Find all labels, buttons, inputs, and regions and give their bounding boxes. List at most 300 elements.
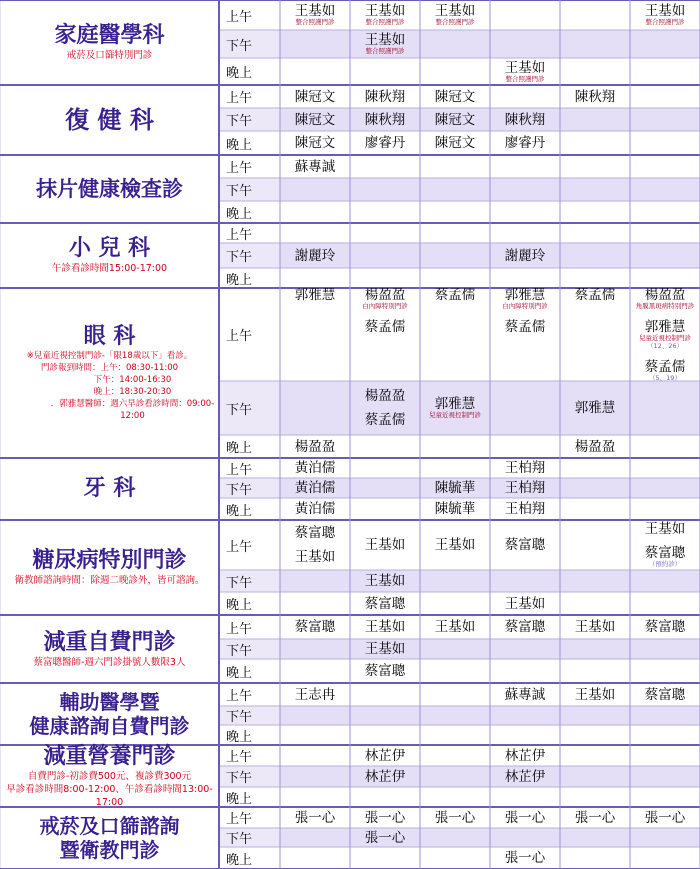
doctor-name: 林芷伊 xyxy=(364,747,406,764)
doctor-name: 廖睿丹 xyxy=(504,135,546,151)
slot-name: 下午 xyxy=(226,250,253,265)
doctor-name: 蔡富聰 xyxy=(644,686,686,703)
doctor-entry xyxy=(435,502,476,516)
clinic-type-note: 白內障特別門診 xyxy=(362,302,408,310)
schedule-cell xyxy=(490,615,560,639)
slot-label xyxy=(220,223,286,243)
schedule-cell xyxy=(420,0,490,30)
slot-label xyxy=(220,458,286,478)
slot-name: 下午 xyxy=(226,643,253,659)
slot-label xyxy=(220,201,286,223)
slot-name: 晚上 xyxy=(226,137,253,153)
schedule-cell xyxy=(350,288,420,381)
doctor-name: 黃泊儒 xyxy=(294,501,336,517)
doctor-entry xyxy=(645,522,686,536)
doctor-entry xyxy=(365,4,406,26)
schedule-cell xyxy=(630,288,700,381)
doctor-entry xyxy=(645,360,686,381)
slot-label xyxy=(220,570,286,592)
doctor-entry xyxy=(365,90,406,104)
doctor-entry xyxy=(295,620,336,634)
schedule-cell-bg xyxy=(420,155,490,178)
doctor-name: 王基如 xyxy=(364,3,406,19)
schedule-cell-bg xyxy=(560,243,630,268)
slot-label xyxy=(220,155,286,178)
slot-name: 上午 xyxy=(226,161,253,176)
schedule-cell-bg xyxy=(490,0,560,30)
schedule-cell-bg xyxy=(490,85,560,108)
schedule-cell xyxy=(350,639,420,659)
schedule-cell xyxy=(280,478,350,498)
schedule-cell xyxy=(280,615,350,639)
slot-name: 晚上 xyxy=(226,598,253,613)
slot-label xyxy=(220,659,286,683)
doctor-entry xyxy=(295,461,336,475)
doctor-name: 王柏翔 xyxy=(504,460,546,476)
schedule-cell-bg xyxy=(560,498,630,520)
schedule-cell-bg xyxy=(560,659,630,683)
department-aux xyxy=(4,685,215,743)
schedule-cell-bg xyxy=(630,847,700,869)
schedule-cell-bg xyxy=(560,639,630,659)
doctor-entry xyxy=(645,811,686,825)
schedule-cell-bg xyxy=(420,268,490,288)
schedule-cell xyxy=(560,381,630,435)
department-title: 抹片健康檢查診 xyxy=(36,176,183,201)
slot-label xyxy=(220,592,286,615)
doctor-entry xyxy=(645,688,686,702)
schedule-cell xyxy=(490,243,560,268)
schedule-cell xyxy=(490,807,560,828)
schedule-cell xyxy=(280,520,350,570)
schedule-cell xyxy=(490,458,560,478)
schedule-cell xyxy=(280,288,350,381)
schedule-cell-bg xyxy=(490,381,560,435)
schedule-cell xyxy=(350,807,420,828)
schedule-cell-bg xyxy=(280,847,350,869)
doctor-name: 陳冠文 xyxy=(434,135,476,151)
doctor-entry xyxy=(362,288,408,310)
department-note: 午診看診時間15:00-17:00 xyxy=(51,263,168,274)
schedule-cell xyxy=(560,807,630,828)
schedule-cell-bg xyxy=(630,30,700,58)
doctor-name: 蔡富聰 xyxy=(364,663,406,679)
schedule-cell-bg xyxy=(630,570,700,592)
department-note: 蔡富聰醫師-週六門診掛號人數限3人 xyxy=(33,656,186,668)
slot-label xyxy=(220,0,286,30)
clinic-type-note: 兒童近視控制門診 xyxy=(639,334,691,342)
schedule-cell-bg xyxy=(420,847,490,869)
schedule-cell xyxy=(350,766,420,787)
clinic-type-note: 角膜黑斑病特別門診 xyxy=(635,302,695,310)
department-title: 小 兒 科 xyxy=(68,236,151,261)
slot-label xyxy=(220,58,286,85)
clinic-type-note: 兒童近視控制門診 xyxy=(429,411,481,419)
schedule-cell-bg xyxy=(490,30,560,58)
doctor-name: 陳毓華 xyxy=(434,501,476,517)
doctor-name: 郭雅慧 xyxy=(434,396,476,412)
schedule-cell-bg xyxy=(350,787,420,807)
slot-label xyxy=(220,478,286,498)
department-smoking xyxy=(4,809,215,867)
schedule-cell xyxy=(490,766,560,787)
schedule-cell-bg xyxy=(350,223,420,243)
doctor-name: 王基如 xyxy=(364,641,406,657)
doctor-entry xyxy=(505,113,546,127)
doctor-name: 王基如 xyxy=(574,619,616,635)
schedule-cell xyxy=(420,288,490,381)
doctor-name: 陳冠文 xyxy=(294,88,336,105)
doctor-name: 王志冉 xyxy=(294,686,336,703)
slot-name: 晚上 xyxy=(226,441,253,456)
department-pap xyxy=(4,157,215,221)
schedule-cell xyxy=(280,458,350,478)
schedule-cell-bg xyxy=(420,706,490,725)
schedule-cell-bg xyxy=(350,243,420,268)
doctor-name: 郭雅慧 xyxy=(504,288,546,303)
schedule-cell-bg xyxy=(490,268,560,288)
schedule-cell-bg xyxy=(630,592,700,615)
schedule-cell-bg xyxy=(630,108,700,131)
doctor-name: 蔡富聰 xyxy=(644,545,686,561)
doctor-name: 張一心 xyxy=(504,850,546,866)
schedule-cell-bg xyxy=(280,201,350,223)
doctor-name: 蔡富聰 xyxy=(644,619,686,635)
schedule-cell-bg xyxy=(350,706,420,725)
schedule-cell-bg xyxy=(490,435,560,458)
department-family xyxy=(4,2,215,83)
clinic-type-note: 整合照護門診 xyxy=(505,74,545,83)
schedule-cell xyxy=(350,570,420,592)
schedule-cell xyxy=(420,478,490,498)
schedule-cell-bg xyxy=(490,787,560,807)
slot-name: 晚上 xyxy=(226,729,253,745)
doctor-entry xyxy=(365,770,406,784)
schedule-cell-bg xyxy=(630,268,700,288)
slot-name: 晚上 xyxy=(226,852,253,868)
doctor-name: 楊盈盈 xyxy=(294,438,336,455)
slot-name: 下午 xyxy=(226,575,253,591)
doctor-entry xyxy=(505,136,546,150)
doctor-entry xyxy=(365,389,406,403)
doctor-name: 王基如 xyxy=(364,537,406,553)
schedule-cell-bg xyxy=(560,268,630,288)
schedule-cell-bg xyxy=(420,659,490,683)
doctor-entry xyxy=(295,136,336,150)
schedule-cell-bg xyxy=(280,223,350,243)
schedule-cell-bg xyxy=(350,268,420,288)
doctor-name: 陳毓華 xyxy=(434,480,476,496)
doctor-entry xyxy=(365,136,406,150)
doctor-entry xyxy=(645,4,686,26)
doctor-name: 謝麗玲 xyxy=(504,247,546,264)
schedule-cell xyxy=(560,288,630,381)
doctor-entry xyxy=(505,811,546,825)
doctor-name: 陳冠文 xyxy=(294,135,336,151)
doctor-entry xyxy=(295,502,336,516)
doctor-entry xyxy=(639,320,691,350)
department-dental xyxy=(4,460,215,518)
schedule-cell-bg xyxy=(560,828,630,847)
schedule-cell-bg xyxy=(280,659,350,683)
department-note: 晚上：18:30-20:30 xyxy=(93,387,172,397)
schedule-cell-bg xyxy=(490,659,560,683)
doctor-entry xyxy=(645,546,686,568)
schedule-cell xyxy=(630,683,700,706)
schedule-cell-bg xyxy=(350,725,420,745)
doctor-entry xyxy=(435,113,476,127)
doctor-name: 陳秋翔 xyxy=(364,88,406,105)
slot-name: 上午 xyxy=(226,750,253,765)
schedule-cell-bg xyxy=(280,787,350,807)
doctor-name: 楊盈盈 xyxy=(644,288,686,303)
schedule-cell xyxy=(420,615,490,639)
schedule-cell xyxy=(280,108,350,131)
doctor-name: 林芷伊 xyxy=(504,768,546,785)
department-rehab xyxy=(4,87,215,153)
schedule-cell-bg xyxy=(560,30,630,58)
schedule-cell-bg xyxy=(560,0,630,30)
schedule-cell xyxy=(280,155,350,178)
doctor-entry xyxy=(505,249,546,263)
doctor-name: 陳冠文 xyxy=(434,111,476,128)
schedule-cell-bg xyxy=(490,639,560,659)
doctor-name: 王柏翔 xyxy=(504,480,546,496)
doctor-name: 楊盈盈 xyxy=(574,438,616,455)
department-note: 戒菸及口篩特別門診 xyxy=(66,50,153,61)
schedule-cell-bg xyxy=(280,745,350,766)
slot-label xyxy=(220,30,286,58)
schedule-cell-bg xyxy=(490,570,560,592)
doctor-entry xyxy=(365,831,406,845)
doctor-name: 陳秋翔 xyxy=(574,88,616,105)
slot-label xyxy=(220,381,286,435)
schedule-cell-bg xyxy=(420,58,490,85)
schedule-cell-bg xyxy=(630,745,700,766)
doctor-entry xyxy=(502,288,548,310)
doctor-name: 王柏翔 xyxy=(504,501,546,517)
slot-name: 下午 xyxy=(226,482,253,498)
slot-label xyxy=(220,131,286,155)
schedule-cell xyxy=(280,807,350,828)
slot-name: 上午 xyxy=(226,621,253,637)
schedule-cell-bg xyxy=(560,570,630,592)
doctor-name: 陳冠文 xyxy=(434,88,476,105)
doctor-entry xyxy=(505,481,546,495)
slot-label xyxy=(220,745,286,766)
doctor-name: 張一心 xyxy=(434,809,476,826)
doctor-entry xyxy=(505,538,546,552)
doctor-name: 黃泊儒 xyxy=(294,460,336,476)
schedule-cell-bg xyxy=(350,435,420,458)
schedule-cell-bg xyxy=(560,58,630,85)
clinic-date-note: （12、26） xyxy=(646,342,684,350)
schedule-cell-bg xyxy=(280,828,350,847)
slot-name: 上午 xyxy=(226,91,253,106)
schedule-cell-bg xyxy=(350,478,420,498)
slot-name: 下午 xyxy=(226,38,253,54)
schedule-cell-bg xyxy=(420,725,490,745)
doctor-name: 郭雅慧 xyxy=(574,400,616,416)
doctor-name: 郭雅慧 xyxy=(644,319,686,335)
schedule-cell-bg xyxy=(420,787,490,807)
schedule-cell xyxy=(420,807,490,828)
schedule-cell-bg xyxy=(630,155,700,178)
slot-name: 晚上 xyxy=(226,272,253,288)
doctor-name: 王基如 xyxy=(364,573,406,589)
slot-name: 上午 xyxy=(226,329,253,344)
doctor-name: 蔡富聰 xyxy=(504,537,546,553)
schedule-cell xyxy=(350,615,420,639)
schedule-cell-bg xyxy=(420,435,490,458)
schedule-cell-bg xyxy=(350,155,420,178)
slot-name: 晚上 xyxy=(226,206,253,222)
doctor-name: 蔡孟儒 xyxy=(504,319,546,335)
schedule-cell-bg xyxy=(280,639,350,659)
slot-name: 上午 xyxy=(226,227,253,243)
doctor-entry xyxy=(295,440,336,454)
doctor-entry xyxy=(505,851,546,865)
slot-label xyxy=(220,807,286,828)
doctor-entry xyxy=(365,538,406,552)
schedule-cell-bg xyxy=(280,570,350,592)
schedule-cell xyxy=(420,85,490,108)
schedule-cell xyxy=(490,131,560,155)
doctor-entry xyxy=(365,113,406,127)
slot-label xyxy=(220,639,286,659)
doctor-entry xyxy=(365,642,406,656)
schedule-cell xyxy=(490,478,560,498)
doctor-entry xyxy=(295,288,336,302)
schedule-cell-bg xyxy=(630,223,700,243)
doctor-entry xyxy=(505,461,546,475)
doctor-name: 陳秋翔 xyxy=(504,111,546,128)
schedule-cell xyxy=(420,108,490,131)
clinic-type-note: 整合照護門診 xyxy=(365,47,405,55)
slot-label xyxy=(220,520,286,570)
schedule-cell-bg xyxy=(630,201,700,223)
doctor-entry xyxy=(295,550,336,564)
department-title: 輔助醫學暨 xyxy=(59,690,160,714)
doctor-name: 陳冠文 xyxy=(294,111,336,128)
doctor-name: 王基如 xyxy=(644,3,686,19)
schedule-cell-bg xyxy=(560,706,630,725)
schedule-cell xyxy=(350,828,420,847)
doctor-entry xyxy=(505,688,546,702)
doctor-entry xyxy=(435,136,476,150)
department-note: 衛教師諮詢時間：除週二晚診外，皆可諮詢。 xyxy=(14,575,205,586)
department-weight xyxy=(4,617,215,681)
slot-label xyxy=(220,683,286,706)
doctor-name: 王基如 xyxy=(364,619,406,635)
schedule-cell xyxy=(350,0,420,30)
doctor-entry xyxy=(429,397,481,419)
slot-name: 下午 xyxy=(226,184,253,199)
doctor-entry xyxy=(365,811,406,825)
slot-label xyxy=(220,268,286,288)
schedule-cell xyxy=(420,381,490,435)
doctor-name: 楊盈盈 xyxy=(364,288,406,303)
schedule-cell-bg xyxy=(280,58,350,85)
schedule-cell xyxy=(350,30,420,58)
doctor-name: 蔡富聰 xyxy=(364,595,406,612)
schedule-cell-bg xyxy=(420,745,490,766)
slot-name: 晚上 xyxy=(226,66,253,81)
doctor-name: 王基如 xyxy=(294,3,336,19)
schedule-cell-bg xyxy=(560,745,630,766)
doctor-entry xyxy=(365,749,406,763)
doctor-name: 郭雅慧 xyxy=(294,288,336,303)
schedule-cell xyxy=(350,131,420,155)
clinic-date-note: （預約診） xyxy=(648,560,682,568)
doctor-name: 王基如 xyxy=(574,686,616,703)
clinic-type-note: 白內障特別門診 xyxy=(502,302,548,310)
schedule-cell-bg xyxy=(490,725,560,745)
slot-name: 下午 xyxy=(226,832,253,847)
schedule-cell xyxy=(350,520,420,570)
doctor-entry xyxy=(575,288,616,302)
doctor-entry xyxy=(645,620,686,634)
schedule-cell xyxy=(280,85,350,108)
schedule-cell xyxy=(560,683,630,706)
slot-label xyxy=(220,706,286,725)
schedule-cell-bg xyxy=(350,201,420,223)
doctor-entry xyxy=(365,320,406,334)
slot-label xyxy=(220,108,286,131)
slot-name: 上午 xyxy=(226,812,253,827)
slot-label xyxy=(220,725,286,745)
doctor-entry xyxy=(435,620,476,634)
doctor-name: 蔡孟儒 xyxy=(364,319,406,335)
schedule-cell-bg xyxy=(630,828,700,847)
slot-name: 上午 xyxy=(226,462,253,478)
schedule-cell-bg xyxy=(420,178,490,201)
slot-label xyxy=(220,828,286,847)
schedule-cell xyxy=(350,592,420,615)
schedule-cell-bg xyxy=(420,570,490,592)
schedule-cell-bg xyxy=(630,706,700,725)
slot-name: 晚上 xyxy=(226,791,253,807)
schedule-cell-bg xyxy=(490,201,560,223)
schedule-cell-bg xyxy=(420,828,490,847)
schedule-cell-bg xyxy=(350,498,420,520)
doctor-entry xyxy=(295,688,336,702)
schedule-cell-bg xyxy=(560,787,630,807)
schedule-cell xyxy=(490,592,560,615)
clinic-date-note: （5、19） xyxy=(649,374,681,381)
schedule-cell-bg xyxy=(630,381,700,435)
schedule-cell-bg xyxy=(420,30,490,58)
department-title: 戒菸及口篩諮詢 xyxy=(39,814,180,838)
schedule-cell xyxy=(280,435,350,458)
schedule-cell xyxy=(560,85,630,108)
schedule-cell-bg xyxy=(630,725,700,745)
doctor-entry xyxy=(575,620,616,634)
schedule-cell xyxy=(420,498,490,520)
doctor-entry xyxy=(435,481,476,495)
schedule-cell-bg xyxy=(280,725,350,745)
slot-label xyxy=(220,243,286,268)
doctor-entry xyxy=(435,288,476,302)
doctor-name: 蔡富聰 xyxy=(504,619,546,635)
department-peds xyxy=(4,225,215,286)
doctor-name: 張一心 xyxy=(294,809,336,826)
slot-label xyxy=(220,435,286,458)
doctor-entry xyxy=(435,90,476,104)
schedule-cell-bg xyxy=(630,58,700,85)
schedule-cell-bg xyxy=(560,201,630,223)
schedule-cell-bg xyxy=(560,223,630,243)
